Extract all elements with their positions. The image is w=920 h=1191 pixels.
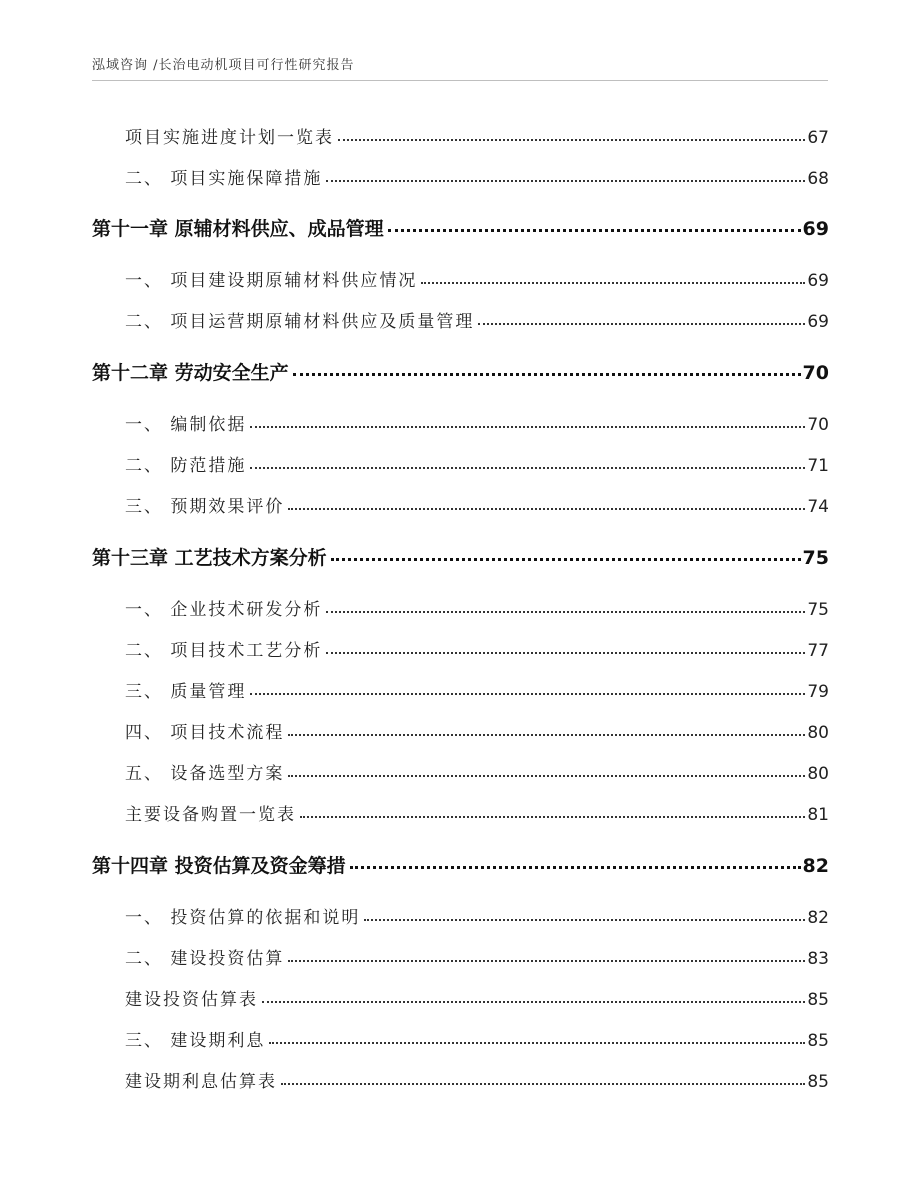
running-header: 泓域咨询 /长治电动机项目可行性研究报告: [92, 58, 355, 73]
toc-leader-dots: [288, 762, 805, 779]
toc-entry-label: 一、 企业技术研发分析: [125, 600, 323, 620]
toc-leader-dots: [288, 947, 805, 964]
toc-chapter-label: 第十四章 投资估算及资金筹措: [92, 855, 346, 877]
toc-entry-process-analysis[interactable]: [125, 636, 829, 661]
toc-entry-label: 一、 项目建设期原辅材料供应情况: [125, 271, 418, 291]
toc-entry-page: 67: [807, 128, 829, 148]
toc-entry-page: 82: [807, 908, 829, 928]
toc-entry-page: 68: [807, 169, 829, 189]
toc-leader-dots: [421, 269, 805, 286]
toc-entry-label: 一、 投资估算的依据和说明: [125, 908, 361, 928]
toc-entry-page: 79: [807, 682, 829, 702]
toc-entry-page: 85: [807, 1031, 829, 1051]
toc-entry-label: 二、 建设投资估算: [125, 949, 285, 969]
toc-entry-equipment-selection[interactable]: [125, 759, 829, 784]
toc-entry-page: 69: [807, 312, 829, 332]
toc-entry-label: 建设期利息估算表: [125, 1072, 277, 1092]
toc-entry-page: 83: [807, 949, 829, 969]
toc-leader-dots: [269, 1029, 805, 1046]
toc-entry-investment-basis[interactable]: [125, 903, 829, 928]
toc-leader-dots: [326, 639, 805, 656]
toc-chapter-page: 70: [802, 362, 829, 384]
toc-leader-dots: [326, 598, 805, 615]
toc-leader-dots: [350, 853, 801, 872]
toc-entry-label: 主要设备购置一览表: [125, 805, 296, 825]
toc-leader-dots: [262, 988, 805, 1005]
toc-entry-page: 85: [807, 990, 829, 1010]
toc-entry-label: 项目实施进度计划一览表: [125, 128, 334, 148]
toc-chapter-page: 75: [802, 547, 829, 569]
toc-entry-label: 建设投资估算表: [125, 990, 258, 1010]
toc-entry-label: 二、 防范措施: [125, 456, 247, 476]
toc-entry-page: 75: [807, 600, 829, 620]
toc-entry-construction-investment[interactable]: [125, 944, 829, 969]
toc-chapter-label: 第十一章 原辅材料供应、成品管理: [92, 218, 384, 240]
toc-entry-page: 69: [807, 271, 829, 291]
toc-entry-label: 三、 建设期利息: [125, 1031, 266, 1051]
toc-chapter-page: 69: [802, 218, 829, 240]
toc-chapter-14[interactable]: [92, 851, 829, 878]
toc-entry-label: 五、 设备选型方案: [125, 764, 285, 784]
toc-leader-dots: [364, 906, 805, 923]
toc-leader-dots: [331, 545, 801, 564]
toc-leader-dots: [281, 1070, 805, 1087]
toc-leader-dots: [338, 126, 805, 143]
toc-chapter-13[interactable]: [92, 543, 829, 570]
toc-chapter-11[interactable]: [92, 214, 829, 241]
toc-entry-page: 81: [807, 805, 829, 825]
toc-entry-page: 70: [807, 415, 829, 435]
toc-entry-label: 一、 编制依据: [125, 415, 247, 435]
toc-entry-preventive-measures[interactable]: [125, 451, 829, 476]
toc-entry-quality-management[interactable]: [125, 677, 829, 702]
toc-entry-technical-flow[interactable]: [125, 718, 829, 743]
toc-entry-page: 71: [807, 456, 829, 476]
toc-leader-dots: [288, 495, 805, 512]
toc-leader-dots: [250, 413, 805, 430]
toc-entry-label: 四、 项目技术流程: [125, 723, 285, 743]
toc-entry-construction-interest[interactable]: [125, 1026, 829, 1051]
toc-entry-page: 74: [807, 497, 829, 517]
toc-leader-dots: [250, 680, 805, 697]
toc-entry-construction-investment-table[interactable]: [125, 985, 829, 1010]
toc-leader-dots: [250, 454, 805, 471]
toc-entry-page: 80: [807, 723, 829, 743]
toc-entry-page: 77: [807, 641, 829, 661]
toc-entry-label: 二、 项目技术工艺分析: [125, 641, 323, 661]
toc-entry-label: 二、 项目实施保障措施: [125, 169, 323, 189]
toc-entry-label: 三、 质量管理: [125, 682, 247, 702]
toc-chapter-label: 第十二章 劳动安全生产: [92, 362, 289, 384]
toc-chapter-page: 82: [802, 855, 829, 877]
toc-leader-dots: [388, 216, 801, 235]
toc-entry-page: 85: [807, 1072, 829, 1092]
toc-entry-compilation-basis[interactable]: [125, 410, 829, 435]
toc-leader-dots: [326, 167, 805, 184]
toc-entry-equipment-purchase-table[interactable]: [125, 800, 829, 825]
toc-chapter-12[interactable]: [92, 358, 829, 385]
toc-chapter-label: 第十三章 工艺技术方案分析: [92, 547, 327, 569]
toc-entry-label: 二、 项目运营期原辅材料供应及质量管理: [125, 312, 475, 332]
toc-entry-project-schedule-table[interactable]: [125, 123, 829, 148]
toc-entry-expected-effect[interactable]: [125, 492, 829, 517]
toc-entry-label: 三、 预期效果评价: [125, 497, 285, 517]
toc-entry-operation-materials[interactable]: [125, 307, 829, 332]
toc-entry-rd-analysis[interactable]: [125, 595, 829, 620]
toc-entry-implementation-guarantee[interactable]: [125, 164, 829, 189]
toc-leader-dots: [300, 803, 805, 820]
toc-entry-page: 80: [807, 764, 829, 784]
toc-leader-dots: [293, 360, 801, 379]
toc-entry-construction-interest-table[interactable]: [125, 1067, 829, 1092]
toc-entry-construction-materials[interactable]: [125, 266, 829, 291]
toc-leader-dots: [288, 721, 805, 738]
toc-leader-dots: [478, 310, 805, 327]
